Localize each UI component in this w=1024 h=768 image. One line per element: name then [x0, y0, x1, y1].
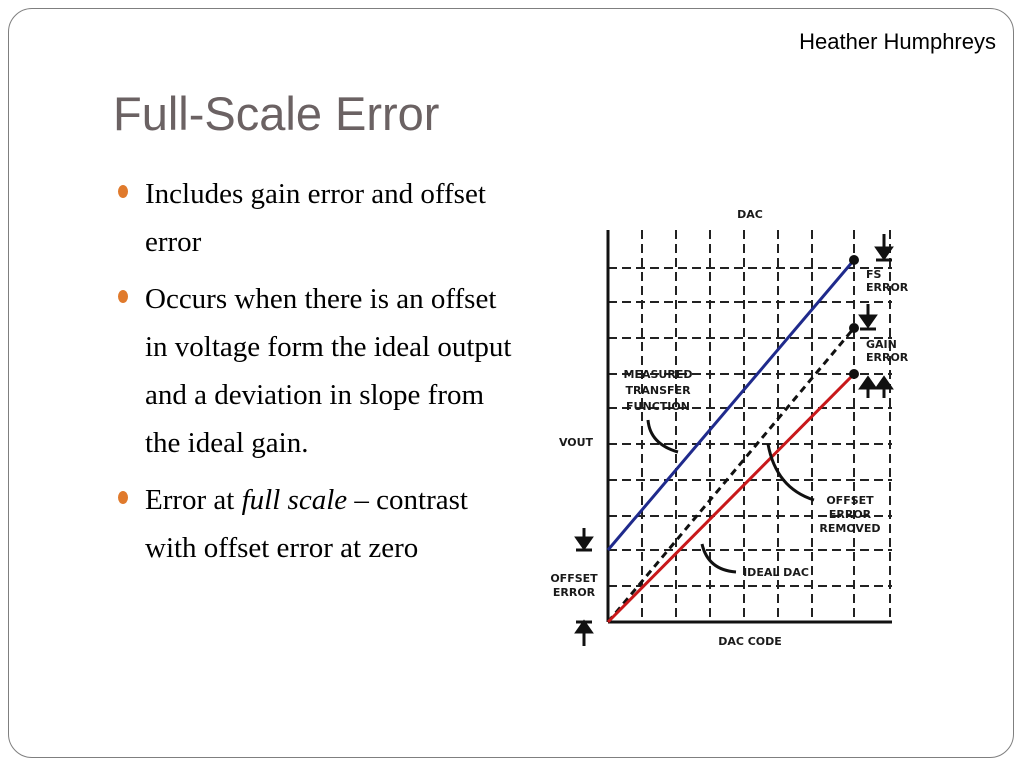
fs-error-label-1: FS: [866, 268, 882, 281]
ideal-endpoint: [849, 369, 859, 379]
bullet-item: [118, 170, 518, 266]
bullet-item: [118, 476, 518, 572]
bullet-dot-icon: [118, 491, 128, 504]
measured-label-1: MEASURED: [623, 368, 693, 381]
gain-point: [849, 323, 859, 333]
diagram-top-label: DAC: [737, 208, 763, 221]
offset-error-label-2: ERROR: [552, 586, 596, 599]
bullet-dot-icon: [118, 185, 128, 198]
offset-removed-label-3: REMOVED: [819, 522, 881, 535]
ideal-dac-label: IDEAL DAC: [743, 566, 809, 579]
gain-error-label-2: ERROR: [866, 351, 909, 364]
bullet-text: Occurs when there is an offset in voltage form the ideal output and a deviation in slope from the ideal gain.: [145, 283, 512, 459]
bullet-text-emphasis: full scale: [241, 484, 348, 516]
bullet-text: Includes gain error and offset error: [145, 178, 486, 258]
y-axis-label: VOUT: [558, 436, 594, 449]
bullet-text-prefix: Error at: [145, 484, 242, 516]
gain-error-label-1: GAIN: [866, 338, 897, 351]
fs-error-label-2: ERROR: [866, 281, 909, 294]
bullet-item: [118, 275, 518, 467]
fs-point: [849, 255, 859, 265]
slide-title: Full-Scale Error: [113, 87, 440, 140]
diagram-grid: [608, 230, 892, 622]
measured-label-3: FUNCTION: [626, 400, 690, 413]
bullet-text-suffix: – contrast with offset error at zero: [145, 484, 468, 564]
offset-error-label-1: OFFSET: [550, 572, 598, 585]
offset-removed-label-2: ERROR: [828, 508, 872, 521]
dac-transfer-diagram: [540, 198, 910, 658]
x-axis-label: DAC CODE: [718, 635, 782, 648]
measured-label-2: TRANSFER: [625, 384, 691, 397]
offset-removed-label-1: OFFSET: [826, 494, 874, 507]
error-arrows: [576, 234, 892, 646]
bullet-list: [118, 170, 518, 581]
author-name: Heather Humphreys: [799, 29, 996, 54]
bullet-dot-icon: [118, 290, 128, 303]
